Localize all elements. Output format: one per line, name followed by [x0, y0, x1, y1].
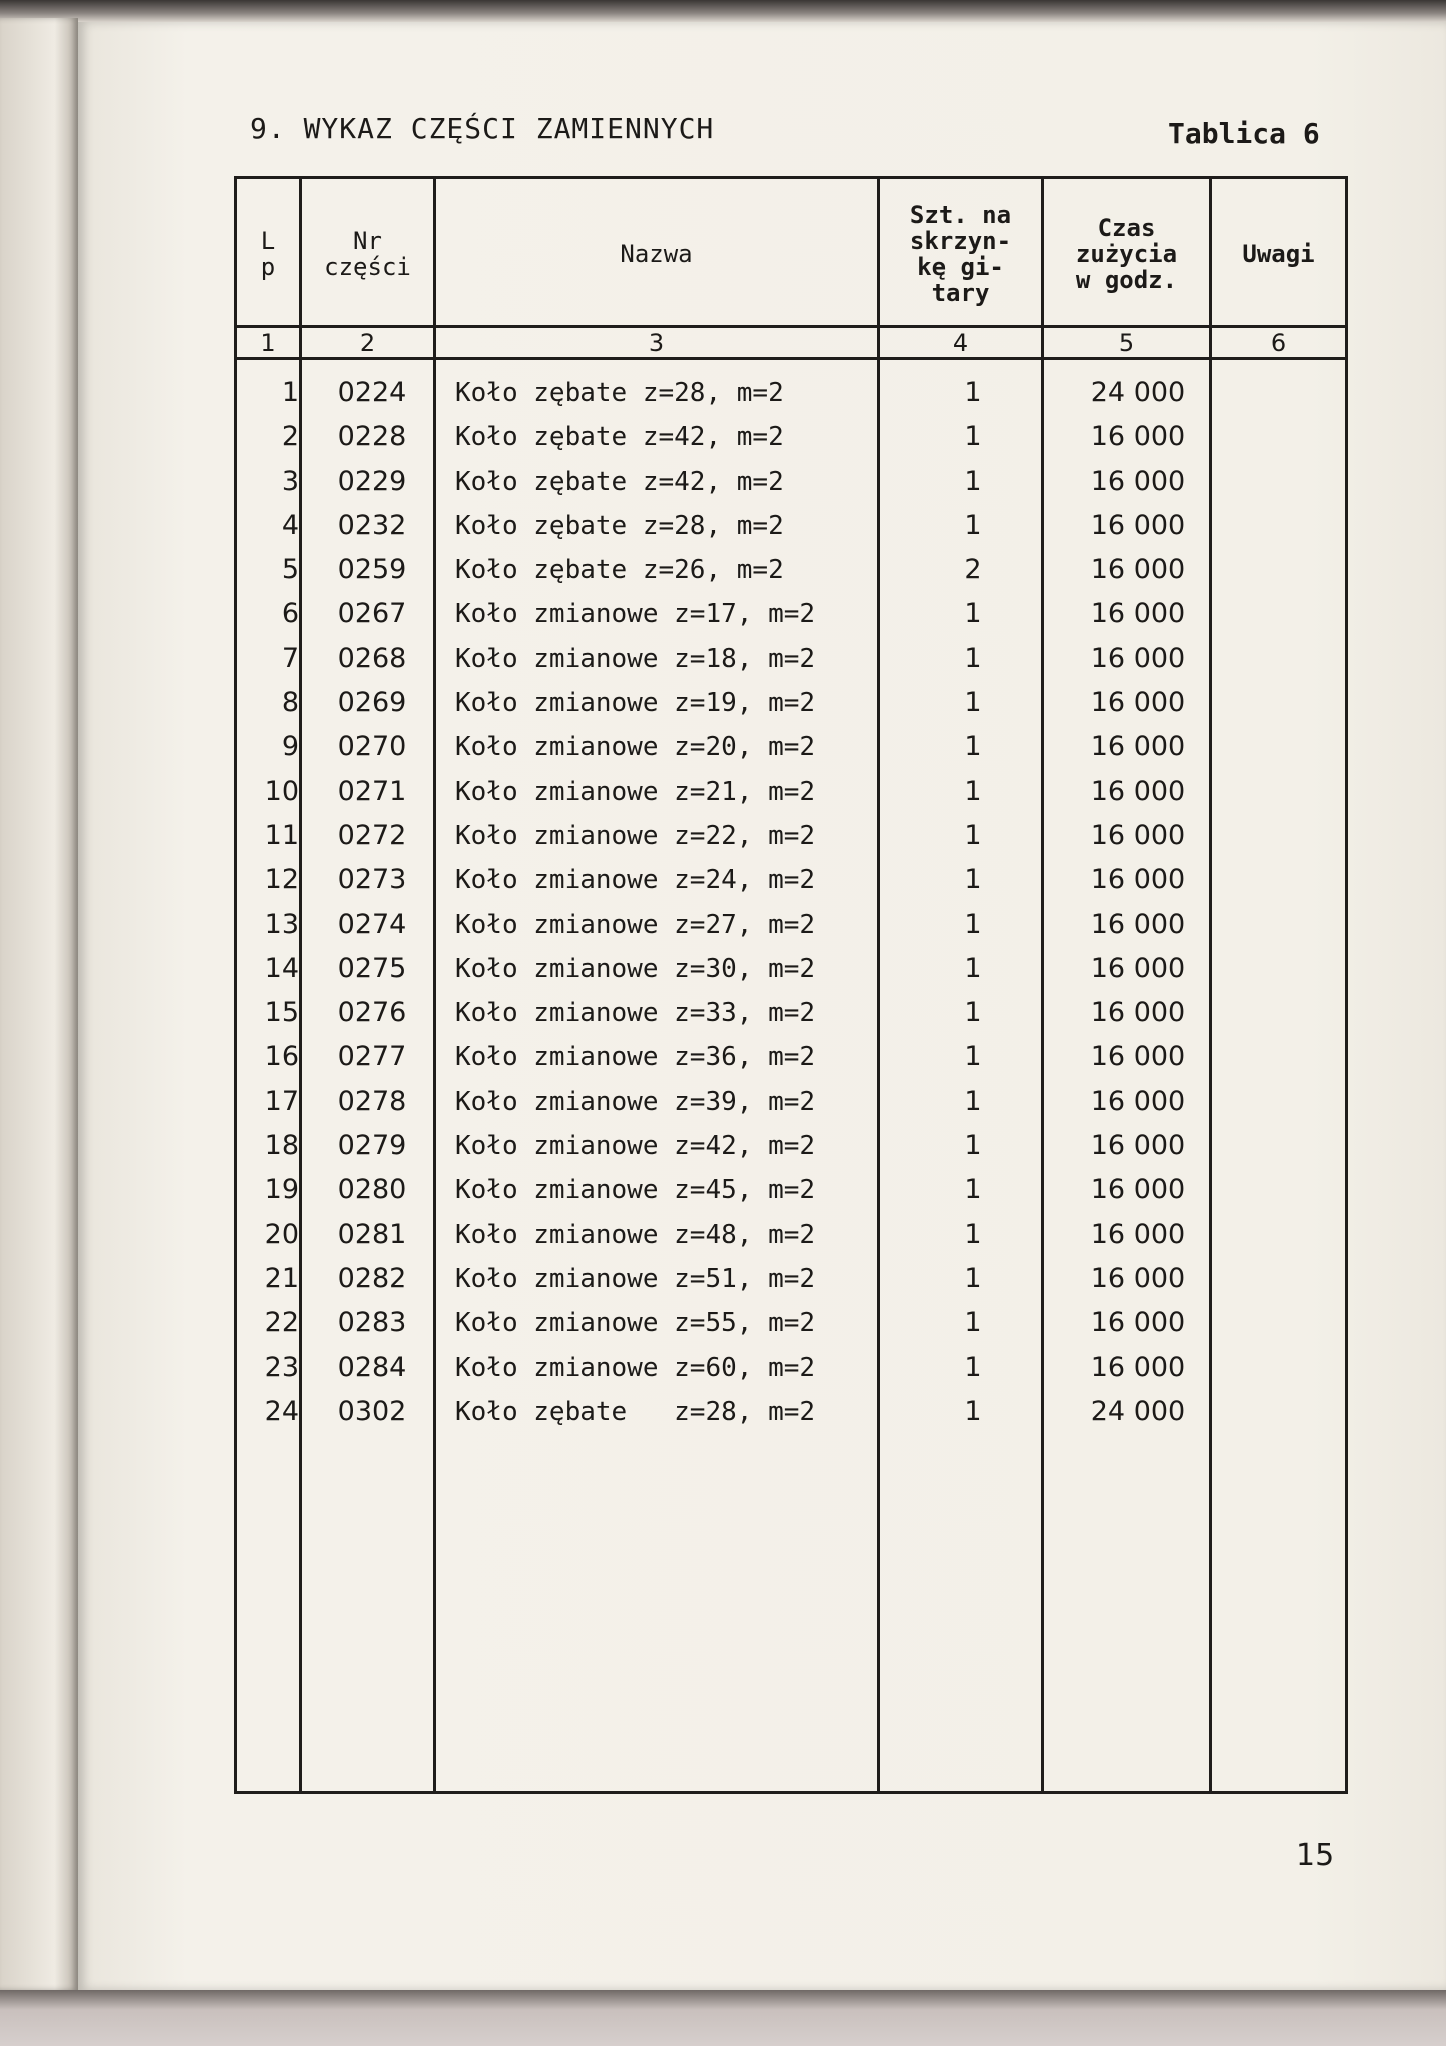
section-title: 9. WYKAZ CZĘŚCI ZAMIENNYCH — [250, 112, 715, 145]
cell-part-number: 0277 — [337, 1041, 407, 1073]
cell-quantity: 1 — [964, 908, 982, 940]
table-row — [237, 1213, 1345, 1257]
cell-lp: 23 — [264, 1351, 299, 1383]
cell-lp: 12 — [264, 864, 299, 896]
cell-lp: 5 — [281, 554, 299, 586]
cell-wear-time: 16 000 — [1090, 731, 1186, 763]
scan-top-edge — [0, 0, 1446, 22]
cell-part-number: 0270 — [337, 731, 407, 763]
table-row — [237, 1346, 1345, 1390]
cell-wear-time: 16 000 — [1090, 642, 1186, 674]
cell-notes — [1209, 1390, 1347, 1434]
cell-wear-time: 16 000 — [1090, 864, 1186, 896]
cell-notes — [1209, 371, 1347, 415]
cell-lp: 20 — [264, 1218, 299, 1250]
cell-wear-time: 16 000 — [1090, 1041, 1186, 1073]
cell-quantity: 1 — [964, 1130, 982, 1162]
cell-quantity: 1 — [964, 1395, 982, 1427]
cell-lp: 14 — [264, 952, 299, 984]
header-part-number: Nr części — [324, 227, 411, 281]
table-row — [237, 947, 1345, 991]
cell-wear-time: 16 000 — [1090, 1218, 1186, 1250]
cell-notes — [1209, 1035, 1347, 1079]
cell-wear-time: 16 000 — [1090, 598, 1186, 630]
column-number: 4 — [952, 329, 969, 357]
column-number: 6 — [1270, 329, 1287, 357]
cell-quantity: 1 — [964, 864, 982, 896]
cell-part-number: 0269 — [337, 687, 407, 719]
cell-lp: 15 — [264, 997, 299, 1029]
cell-lp: 2 — [281, 421, 299, 453]
cell-notes — [1209, 903, 1347, 947]
cell-quantity: 1 — [964, 509, 982, 541]
cell-part-number: 0232 — [337, 509, 407, 541]
cell-notes — [1209, 415, 1347, 459]
cell-wear-time: 16 000 — [1090, 1085, 1186, 1117]
cell-wear-time: 16 000 — [1090, 1262, 1186, 1294]
cell-quantity: 1 — [964, 687, 982, 719]
cell-name: Koło zmianowe z=19, m=2 — [455, 688, 816, 719]
cell-name: Koło zmianowe z=18, m=2 — [455, 643, 816, 674]
cell-part-number: 0280 — [337, 1174, 407, 1206]
cell-wear-time: 16 000 — [1090, 1174, 1186, 1206]
cell-notes — [1209, 504, 1347, 548]
table-row — [237, 1035, 1345, 1079]
cell-part-number: 0224 — [337, 377, 407, 408]
cell-quantity: 1 — [964, 1085, 982, 1117]
table-row — [237, 770, 1345, 814]
table-row — [237, 991, 1345, 1035]
table-row — [237, 1390, 1345, 1434]
cell-lp: 24 — [264, 1395, 299, 1427]
table-row — [237, 504, 1345, 548]
cell-wear-time: 16 000 — [1090, 997, 1186, 1029]
cell-part-number: 0275 — [337, 952, 407, 984]
table-row — [237, 415, 1345, 459]
cell-quantity: 1 — [964, 1218, 982, 1250]
cell-name: Koło zmianowe z=39, m=2 — [455, 1086, 816, 1117]
cell-quantity: 1 — [964, 642, 982, 674]
cell-wear-time: 16 000 — [1090, 952, 1186, 984]
cell-wear-time: 24 000 — [1090, 1395, 1186, 1427]
cell-notes — [1209, 1213, 1347, 1257]
cell-notes — [1209, 592, 1347, 636]
cell-part-number: 0273 — [337, 864, 407, 896]
cell-part-number: 0302 — [337, 1395, 407, 1427]
cell-part-number: 0267 — [337, 598, 407, 630]
table-row — [237, 637, 1345, 681]
column-number: 1 — [260, 329, 276, 357]
cell-quantity: 1 — [964, 775, 982, 807]
cell-part-number: 0271 — [337, 775, 407, 807]
header-wear-time: Czas zużycia w godz. — [1075, 214, 1178, 294]
cell-quantity: 1 — [964, 598, 982, 630]
cell-notes — [1209, 1080, 1347, 1124]
cell-lp: 4 — [281, 509, 299, 541]
cell-wear-time: 24 000 — [1090, 377, 1186, 408]
cell-wear-time: 16 000 — [1090, 819, 1186, 851]
cell-lp: 18 — [264, 1130, 299, 1162]
cell-part-number: 0281 — [337, 1218, 407, 1250]
cell-lp: 17 — [264, 1085, 299, 1117]
cell-quantity: 1 — [964, 1041, 982, 1073]
cell-name: Koło zębate z=42, m=2 — [455, 422, 784, 453]
cell-part-number: 0278 — [337, 1085, 407, 1117]
table-row — [237, 460, 1345, 504]
scan-bottom-edge — [0, 1990, 1446, 2046]
cell-notes — [1209, 1124, 1347, 1168]
cell-name: Koło zmianowe z=17, m=2 — [455, 599, 816, 630]
cell-name: Koło zmianowe z=45, m=2 — [455, 1175, 816, 1206]
cell-quantity: 1 — [964, 731, 982, 763]
cell-part-number: 0274 — [337, 908, 407, 940]
cell-quantity: 2 — [964, 554, 982, 586]
cell-lp: 11 — [264, 819, 299, 851]
cell-name: Koło zmianowe z=30, m=2 — [455, 953, 816, 984]
table-row — [237, 548, 1345, 592]
cell-notes — [1209, 1257, 1347, 1301]
cell-name: Koło zmianowe z=33, m=2 — [455, 998, 816, 1029]
cell-notes — [1209, 947, 1347, 991]
cell-notes — [1209, 725, 1347, 769]
cell-wear-time: 16 000 — [1090, 554, 1186, 586]
cell-name: Koło zębate z=28, m=2 — [455, 1396, 816, 1427]
header-lp: L p — [260, 227, 276, 281]
cell-notes — [1209, 637, 1347, 681]
cell-notes — [1209, 548, 1347, 592]
cell-notes — [1209, 770, 1347, 814]
cell-lp: 13 — [264, 908, 299, 940]
cell-quantity: 1 — [964, 465, 982, 497]
cell-name: Koło zmianowe z=42, m=2 — [455, 1131, 816, 1162]
cell-quantity: 1 — [964, 819, 982, 851]
cell-wear-time: 16 000 — [1090, 687, 1186, 719]
page-number: 15 — [1296, 1838, 1335, 1873]
table-label: Tablica 6 — [1168, 117, 1320, 150]
cell-quantity: 1 — [964, 952, 982, 984]
table-row — [237, 858, 1345, 902]
cell-name: Koło zmianowe z=51, m=2 — [455, 1263, 816, 1294]
table-row — [237, 681, 1345, 725]
table-row — [237, 814, 1345, 858]
cell-part-number: 0282 — [337, 1262, 407, 1294]
column-number: 5 — [1118, 329, 1135, 357]
cell-notes — [1209, 1168, 1347, 1212]
cell-part-number: 0259 — [337, 554, 407, 586]
cell-part-number: 0228 — [337, 421, 407, 453]
cell-notes — [1209, 991, 1347, 1035]
cell-quantity: 1 — [964, 421, 982, 453]
cell-part-number: 0272 — [337, 819, 407, 851]
cell-wear-time: 16 000 — [1090, 1307, 1186, 1339]
cell-lp: 21 — [264, 1262, 299, 1294]
cell-name: Koło zmianowe z=24, m=2 — [455, 865, 816, 896]
cell-lp: 16 — [264, 1041, 299, 1073]
facing-page-edge — [0, 18, 78, 1990]
cell-wear-time: 16 000 — [1090, 1351, 1186, 1383]
cell-wear-time: 16 000 — [1090, 775, 1186, 807]
cell-part-number: 0283 — [337, 1307, 407, 1339]
cell-quantity: 1 — [964, 1351, 982, 1383]
cell-part-number: 0279 — [337, 1130, 407, 1162]
cell-wear-time: 16 000 — [1090, 421, 1186, 453]
cell-notes — [1209, 681, 1347, 725]
cell-name: Koło zmianowe z=55, m=2 — [455, 1308, 816, 1339]
table-row — [237, 592, 1345, 636]
table-row — [237, 1168, 1345, 1212]
table-row — [237, 1124, 1345, 1168]
cell-notes — [1209, 460, 1347, 504]
column-number: 3 — [648, 329, 665, 357]
cell-quantity: 1 — [964, 1262, 982, 1294]
cell-notes — [1209, 1346, 1347, 1390]
cell-wear-time: 16 000 — [1090, 509, 1186, 541]
cell-lp: 9 — [281, 731, 299, 763]
cell-name: Koło zębate z=28, m=2 — [455, 378, 784, 408]
cell-wear-time: 16 000 — [1090, 1130, 1186, 1162]
cell-name: Koło zmianowe z=20, m=2 — [455, 732, 816, 763]
cell-part-number: 0268 — [337, 642, 407, 674]
spare-parts-table — [234, 176, 1348, 1794]
header-notes: Uwagi — [1242, 240, 1315, 268]
cell-name: Koło zmianowe z=48, m=2 — [455, 1219, 816, 1250]
cell-name: Koło zmianowe z=60, m=2 — [455, 1352, 816, 1383]
cell-name: Koło zmianowe z=22, m=2 — [455, 820, 816, 851]
cell-name: Koło zmianowe z=21, m=2 — [455, 776, 816, 807]
cell-quantity: 1 — [964, 1307, 982, 1339]
header-name: Nazwa — [620, 240, 693, 268]
cell-name: Koło zębate z=42, m=2 — [455, 466, 784, 497]
table-row — [237, 1257, 1345, 1301]
cell-lp: 3 — [281, 465, 299, 497]
cell-quantity: 1 — [964, 377, 982, 408]
cell-lp: 8 — [281, 687, 299, 719]
cell-wear-time: 16 000 — [1090, 465, 1186, 497]
cell-notes — [1209, 814, 1347, 858]
cell-quantity: 1 — [964, 1174, 982, 1206]
cell-notes — [1209, 858, 1347, 902]
cell-lp: 1 — [281, 377, 299, 408]
cell-lp: 19 — [264, 1174, 299, 1206]
cell-lp: 22 — [264, 1307, 299, 1339]
cell-quantity: 1 — [964, 997, 982, 1029]
table-row — [237, 725, 1345, 769]
cell-lp: 10 — [264, 775, 299, 807]
column-number: 2 — [359, 329, 376, 357]
cell-name: Koło zębate z=28, m=2 — [455, 510, 784, 541]
cell-notes — [1209, 1301, 1347, 1345]
cell-part-number: 0276 — [337, 997, 407, 1029]
table-row — [237, 1080, 1345, 1124]
table-body — [237, 371, 1345, 1434]
cell-wear-time: 16 000 — [1090, 908, 1186, 940]
cell-part-number: 0284 — [337, 1351, 407, 1383]
cell-lp: 7 — [281, 642, 299, 674]
cell-lp: 6 — [281, 598, 299, 630]
table-row — [237, 1301, 1345, 1345]
header-quantity: Szt. na skrzyn- kę gi- tary — [909, 201, 1012, 307]
cell-part-number: 0229 — [337, 465, 407, 497]
cell-name: Koło zmianowe z=27, m=2 — [455, 909, 816, 940]
table-row — [237, 371, 1345, 415]
cell-name: Koło zmianowe z=36, m=2 — [455, 1042, 816, 1073]
cell-name: Koło zębate z=26, m=2 — [455, 555, 784, 586]
table-row — [237, 903, 1345, 947]
